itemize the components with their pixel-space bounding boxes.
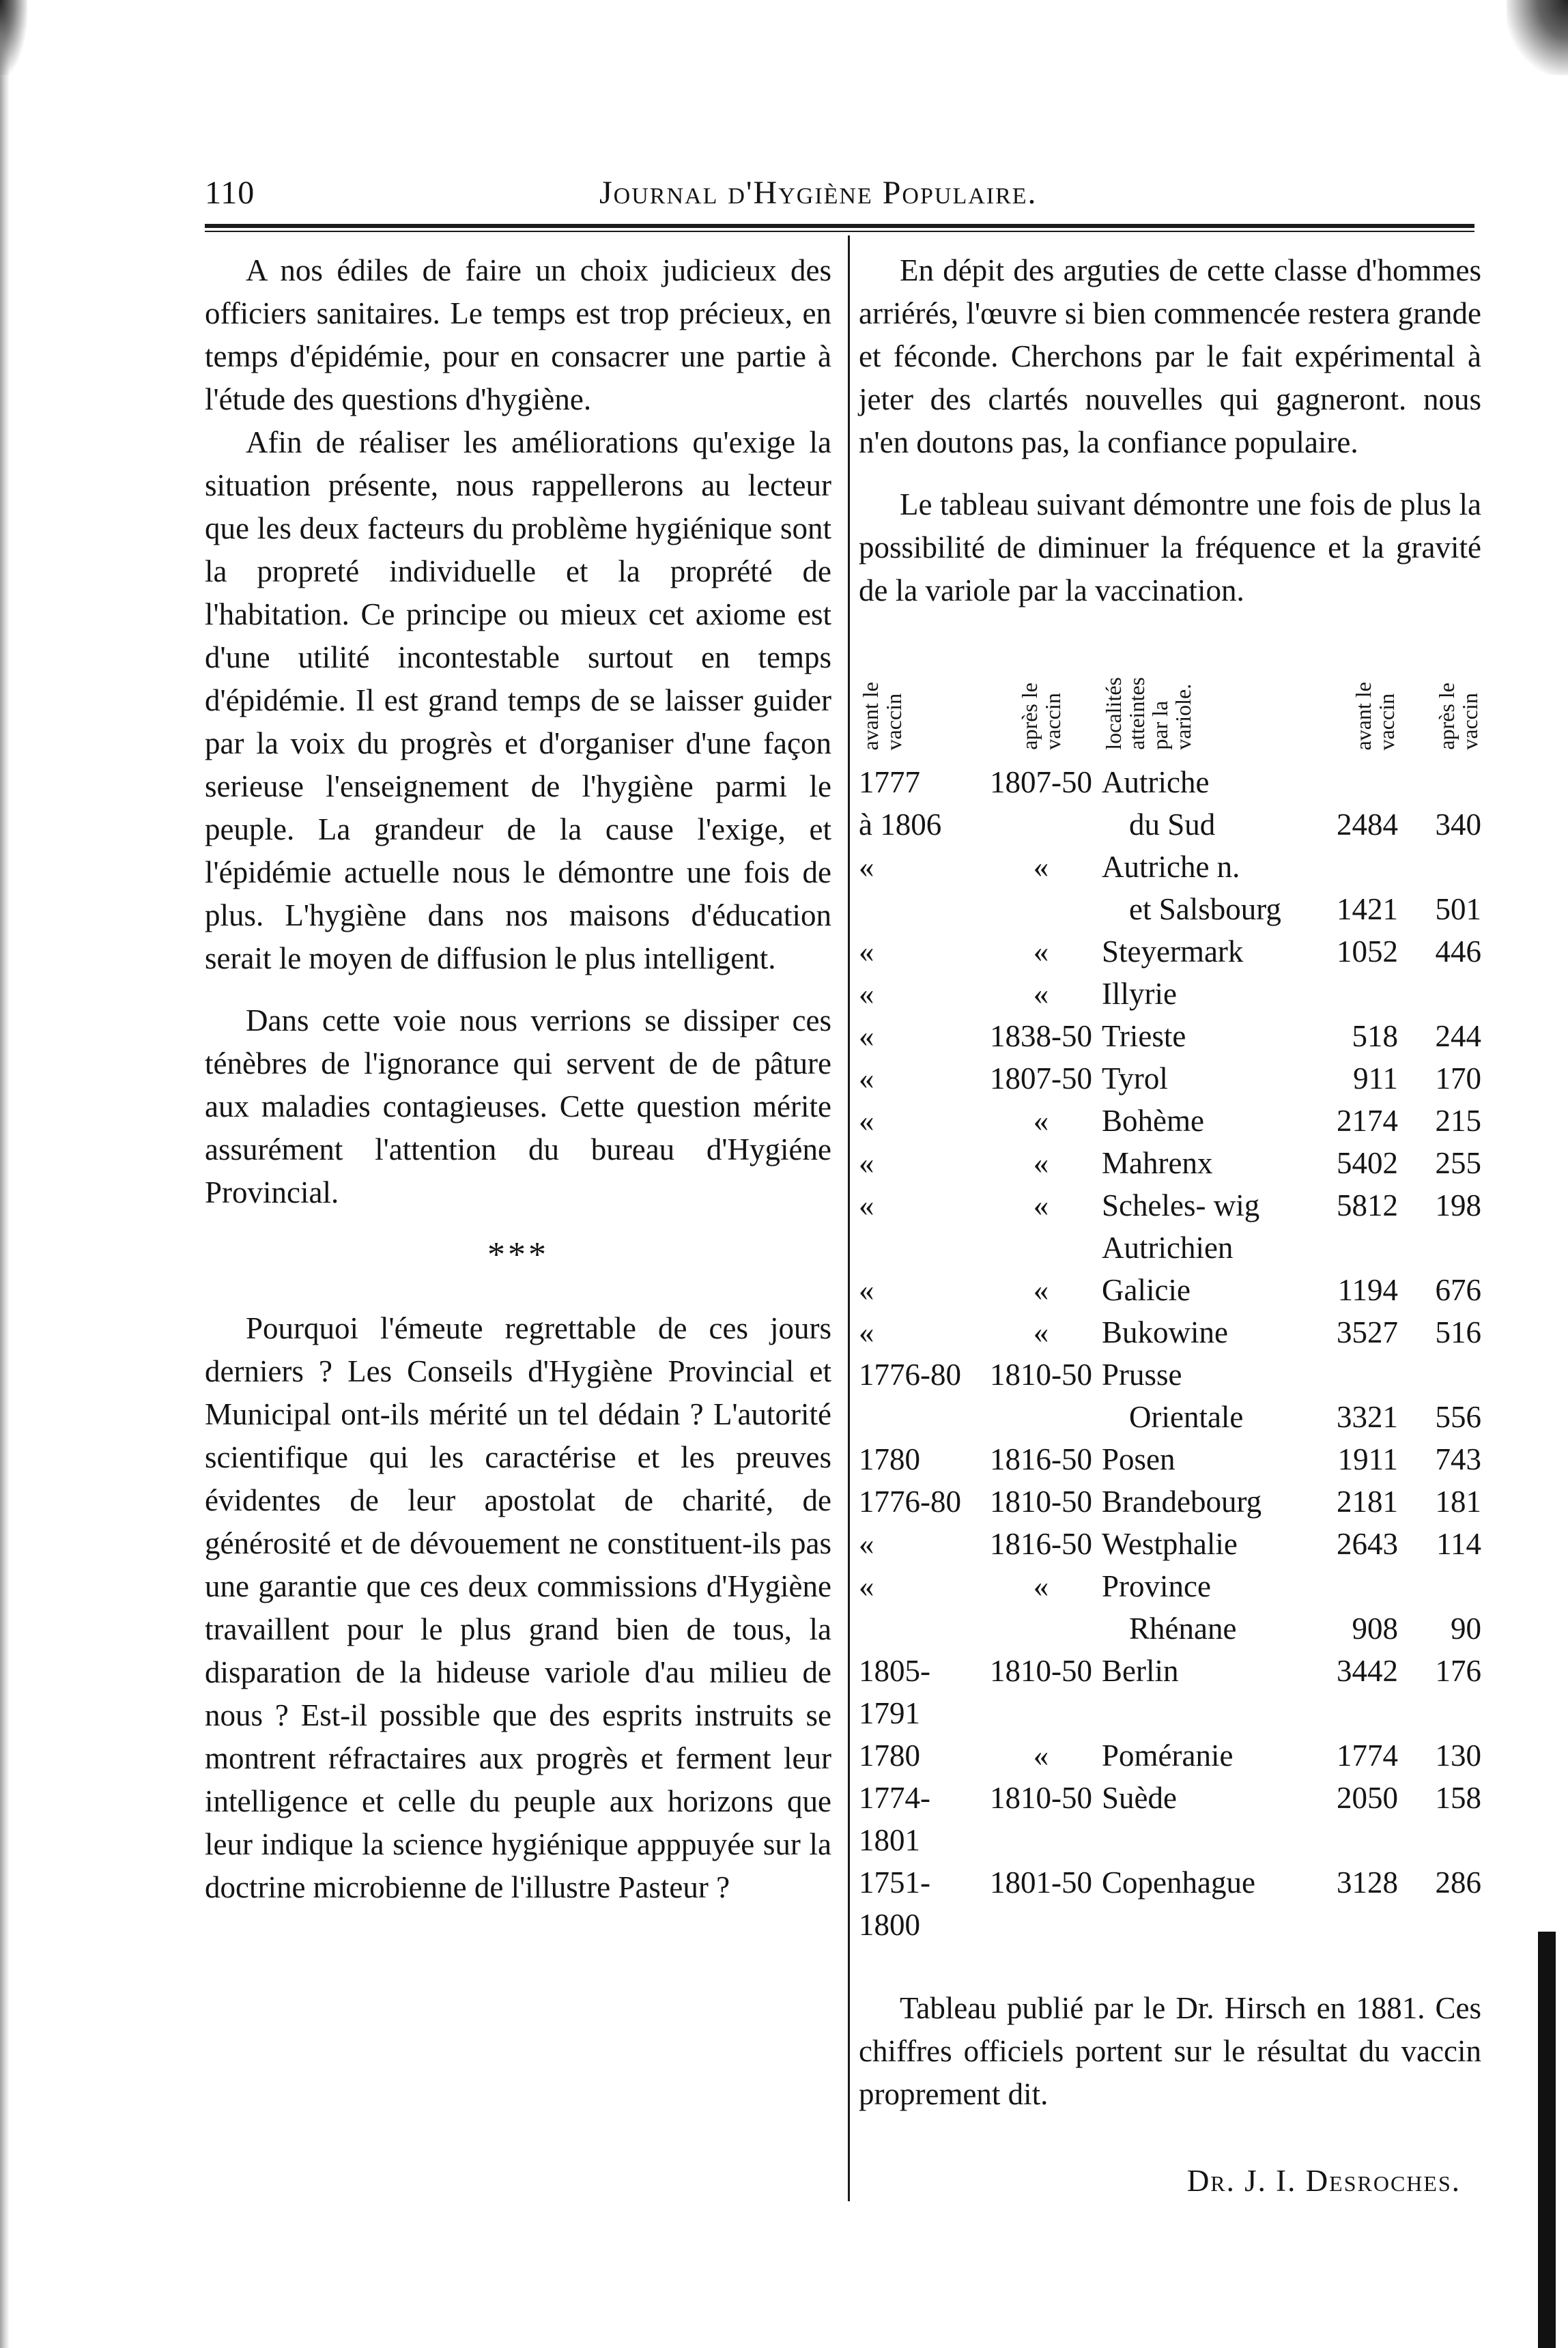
- cell-year-after: [980, 1607, 1102, 1650]
- cell-count-before: 518: [1352, 1019, 1398, 1053]
- cell-year-after: «: [1033, 1146, 1049, 1180]
- cell-count-before: 2181: [1337, 1485, 1398, 1519]
- scan-corner-mark: [1507, 0, 1568, 75]
- cell-count-before: 3442: [1337, 1654, 1398, 1688]
- cell-year-before: «: [859, 977, 874, 1011]
- cell-year-before: «: [859, 1061, 874, 1096]
- cell-year-before: 1776-80: [859, 1358, 961, 1392]
- scan-edge-shadow: [0, 0, 10, 2348]
- cell-locality: Galicie: [1102, 1273, 1191, 1307]
- cell-year-after: «: [1033, 977, 1049, 1011]
- column-header: après le vaccin: [1017, 683, 1065, 750]
- cell-count-after: 170: [1435, 1061, 1481, 1096]
- cell-year-after: 1810-50: [990, 1485, 1092, 1519]
- table-row: [859, 1142, 1481, 1184]
- paragraph: En dépit des arguties de cette classe d'hommes arriérés, l'œuvre si bien commencée restera grande et féconde. Cherchons par le fait expérimental à jeter des clartés nouvelles qui gagneront. nous n'en doutons pas, la confiance populaire.: [859, 253, 1481, 459]
- column-divider: [848, 235, 850, 2201]
- cell-year-before: [859, 888, 980, 930]
- cell-count-before: 2050: [1337, 1781, 1398, 1815]
- cell-year-after: «: [1033, 850, 1049, 884]
- cell-year-after: 1801-50: [990, 1865, 1092, 1900]
- cell-count-before: 5402: [1337, 1146, 1398, 1180]
- cell-count-after: 215: [1435, 1104, 1481, 1138]
- paragraph: Pourquoi l'émeute regrettable de ces jours derniers ? Les Conseils d'Hygiène Provincial et Municipal ont-ils mérité un tel dédain ? L'autorité scientifique qui les caractérise et les preuves évidentes de leur apostolat de charité, de générosité et de dévouement ne constituent-ils pas une garantie que ces deux commissions d'Hygiène travaillent pour le plus grand bien de tous, la disparation de la hideuse variole d'au milieu de nous ? Est-il possible que des esprits instruits se montrent réfractaires aux progrès et ferment leur intelligence et celle du peuple aux horizons que leur indique la science hygiénique apppuyée sur la doctrine microbienne de l'illustre Pasteur ?: [205, 1311, 831, 1904]
- cell-year-before: [859, 1396, 980, 1438]
- cell-locality: Trieste: [1102, 1019, 1186, 1053]
- cell-locality: Mahrenx: [1102, 1146, 1213, 1180]
- cell-count-after: 181: [1435, 1485, 1481, 1519]
- cell-year-before: «: [859, 1188, 874, 1222]
- table-row: [859, 1354, 1481, 1396]
- cell-year-after: [980, 888, 1102, 930]
- cell-count-after: [1398, 1354, 1481, 1396]
- column-header: après le vaccin: [1434, 683, 1482, 750]
- table-row: [859, 888, 1481, 930]
- cell-year-before: 1780: [859, 1738, 920, 1773]
- cell-count-before: 1194: [1337, 1273, 1398, 1307]
- cell-count-after: [1398, 846, 1481, 888]
- cell-year-after: «: [1033, 1569, 1049, 1603]
- table-row: [859, 1523, 1481, 1565]
- cell-count-before: 1774: [1337, 1738, 1398, 1773]
- cell-count-after: [1398, 1565, 1481, 1607]
- cell-year-before: «: [859, 1104, 874, 1138]
- cell-year-after: 1807-50: [990, 1061, 1092, 1096]
- cell-count-after: 340: [1435, 807, 1481, 842]
- scan-corner-mark: [0, 0, 27, 75]
- table-header-row: [859, 625, 1481, 761]
- cell-year-after: «: [1033, 1315, 1049, 1349]
- cell-count-after: 286: [1435, 1865, 1481, 1900]
- cell-count-after: 501: [1435, 892, 1481, 926]
- cell-count-before: 3321: [1337, 1400, 1398, 1434]
- cell-count-after: 516: [1435, 1315, 1481, 1349]
- cell-locality: Rhénane: [1129, 1612, 1237, 1646]
- cell-year-before: «: [859, 1019, 874, 1053]
- cell-locality: Province: [1102, 1569, 1211, 1603]
- paragraph: A nos édiles de faire un choix judicieux des officiers sanitaires. Le temps est trop précieux, en temps d'épidémie, pour en consacrer une partie à l'étude des questions d'hygiène.: [205, 253, 831, 416]
- cell-locality: Westphalie: [1102, 1527, 1238, 1561]
- table-source-note: Tableau publié par le Dr. Hirsch en 1881. Ces chiffres officiels portent sur le résultat du vaccin proprement dit.: [859, 1991, 1481, 2111]
- cell-year-after: 1810-50: [990, 1654, 1092, 1688]
- cell-year-before: [859, 1607, 980, 1650]
- table-row: [859, 1396, 1481, 1438]
- cell-year-after: «: [1033, 934, 1049, 969]
- cell-count-before: [1302, 973, 1398, 1015]
- cell-count-after: [1398, 761, 1481, 803]
- cell-locality: Autriche: [1102, 765, 1210, 799]
- cell-count-before: 2174: [1337, 1104, 1398, 1138]
- cell-year-before: 1805-1791: [859, 1654, 930, 1730]
- column-header: avant le vaccin: [858, 681, 906, 750]
- cell-year-after: 1816-50: [990, 1527, 1092, 1561]
- table-row: [859, 1480, 1481, 1523]
- cell-year-after: [980, 1396, 1102, 1438]
- table-row: [859, 1184, 1481, 1269]
- table-row: [859, 1650, 1481, 1734]
- cell-count-before: 5812: [1337, 1188, 1398, 1222]
- vaccination-table: [859, 625, 1481, 1946]
- table-row: [859, 1734, 1481, 1777]
- cell-year-after: 1838-50: [990, 1019, 1092, 1053]
- cell-year-before: «: [859, 850, 874, 884]
- cell-year-after: «: [1033, 1273, 1049, 1307]
- cell-locality: Brandebourg: [1102, 1485, 1262, 1519]
- cell-year-after: 1807-50: [990, 765, 1092, 799]
- cell-locality: Steyermark: [1102, 934, 1244, 969]
- cell-year-before: «: [859, 1146, 874, 1180]
- cell-year-after: «: [1033, 1738, 1049, 1773]
- cell-count-after: 176: [1435, 1654, 1481, 1688]
- cell-year-after: [980, 803, 1102, 846]
- left-column: [205, 249, 831, 1909]
- cell-locality: et Salsbourg: [1129, 892, 1281, 926]
- cell-year-before: 1751-1800: [859, 1865, 930, 1942]
- cell-count-after: 676: [1435, 1273, 1481, 1307]
- table-row: [859, 1861, 1481, 1946]
- cell-count-before: 1052: [1337, 934, 1398, 969]
- cell-count-after: 255: [1435, 1146, 1481, 1180]
- table-row: [859, 973, 1481, 1015]
- cell-count-after: 244: [1435, 1019, 1481, 1053]
- table-row: [859, 1269, 1481, 1311]
- table-row: [859, 803, 1481, 846]
- cell-count-after: 743: [1435, 1442, 1481, 1476]
- cell-count-after: 198: [1435, 1188, 1481, 1222]
- column-header: avant le vaccin: [1351, 681, 1399, 750]
- cell-count-before: 3128: [1337, 1865, 1398, 1900]
- cell-year-before: 1776-80: [859, 1485, 961, 1519]
- page-number: 110: [205, 175, 255, 211]
- cell-locality: Bukowine: [1102, 1315, 1228, 1349]
- cell-count-before: [1302, 1354, 1398, 1396]
- cell-count-after: [1398, 973, 1481, 1015]
- cell-year-after: 1816-50: [990, 1442, 1092, 1476]
- cell-count-before: [1302, 1565, 1398, 1607]
- cell-count-before: 1421: [1337, 892, 1398, 926]
- cell-year-before: «: [859, 934, 874, 969]
- header-rule-thin: [205, 231, 1474, 232]
- table-row: [859, 1438, 1481, 1480]
- cell-count-before: 3527: [1337, 1315, 1398, 1349]
- page-header: [205, 174, 1474, 222]
- cell-year-before: 1774-1801: [859, 1781, 930, 1857]
- table-row: [859, 761, 1481, 803]
- table-body: [859, 761, 1481, 1946]
- table-row: [859, 1311, 1481, 1354]
- cell-year-after: 1810-50: [990, 1781, 1092, 1815]
- cell-locality: Tyrol: [1102, 1061, 1168, 1096]
- cell-locality: Poméranie: [1102, 1738, 1234, 1773]
- cell-locality: Prusse: [1102, 1358, 1182, 1392]
- asterism-separator: ***: [487, 1235, 549, 1274]
- cell-year-before: 1780: [859, 1442, 920, 1476]
- author-signature: Dr. J. I. Desroches.: [1186, 2164, 1461, 2198]
- cell-count-before: 908: [1352, 1612, 1398, 1646]
- cell-count-after: 556: [1435, 1400, 1481, 1434]
- cell-locality: Copenhague: [1102, 1865, 1255, 1900]
- right-column: [859, 249, 1481, 2203]
- cell-year-after: «: [1033, 1104, 1049, 1138]
- table-row: [859, 1015, 1481, 1057]
- cell-locality: Illyrie: [1102, 977, 1177, 1011]
- paragraph: Dans cette voie nous verrions se dissiper ces ténèbres de l'ignorance qui servent de de pâture aux maladies contagieuses. Cette question mérite assurément l'attention du bureau d'Hygiéne Provincial.: [205, 1003, 831, 1209]
- cell-locality: Suède: [1102, 1781, 1177, 1815]
- cell-year-before: «: [859, 1569, 874, 1603]
- cell-count-before: 911: [1353, 1061, 1398, 1096]
- cell-year-before: à 1806: [859, 807, 942, 842]
- cell-count-before: [1302, 846, 1398, 888]
- cell-count-before: 2643: [1337, 1527, 1398, 1561]
- cell-locality: Bohème: [1102, 1104, 1204, 1138]
- table-row: [859, 1100, 1481, 1142]
- scan-edge-bar: [1538, 1932, 1556, 2348]
- column-header: localités atteintes par la variole.: [1101, 677, 1195, 750]
- cell-count-before: 2484: [1337, 807, 1398, 842]
- table-row: [859, 1607, 1481, 1650]
- cell-year-before: «: [859, 1527, 874, 1561]
- cell-count-after: 114: [1436, 1527, 1481, 1561]
- running-title: Journal d'Hygiène Populaire.: [599, 175, 1038, 211]
- cell-count-after: 130: [1435, 1738, 1481, 1773]
- header-rule: [205, 224, 1474, 228]
- cell-count-before: [1302, 761, 1398, 803]
- paragraph: Afin de réaliser les améliorations qu'exige la situation présente, nous rappellerons au lecteur que les deux facteurs du problème hygiénique sont la propreté individuelle et la proprété de l'habitation. Ce principe ou mieux cet axiome est d'une utilité incontestable surtout en temps d'épidémie. Il est grand temps de se laisser guider par la voix du progrès et d'organiser d'une façon serieuse l'enseignement de l'hygiène parmi le peuple. La grandeur de la cause l'exige, et l'épidémie actuelle nous le démontre une fois de plus. L'hygiène dans nos maisons d'éducation serait le moyen de diffusion le plus intelligent.: [205, 425, 831, 975]
- cell-locality: Scheles- wig Autrichien: [1102, 1188, 1260, 1265]
- cell-locality: Berlin: [1102, 1654, 1179, 1688]
- cell-year-before: 1777: [859, 765, 920, 799]
- paragraph: Le tableau suivant démontre une fois de plus la possibilité de diminuer la fréquence et la gravité de la variole par la vaccination.: [859, 487, 1481, 607]
- cell-locality: Orientale: [1129, 1400, 1244, 1434]
- table-row: [859, 1777, 1481, 1861]
- cell-year-before: «: [859, 1273, 874, 1307]
- cell-count-before: 1911: [1337, 1442, 1398, 1476]
- table-row: [859, 846, 1481, 888]
- cell-locality: Autriche n.: [1102, 850, 1240, 884]
- cell-year-after: «: [1033, 1188, 1049, 1222]
- cell-year-before: «: [859, 1315, 874, 1349]
- table-row: [859, 1565, 1481, 1607]
- cell-count-after: 446: [1435, 934, 1481, 969]
- table-row: [859, 930, 1481, 973]
- cell-locality: du Sud: [1129, 807, 1216, 842]
- cell-locality: Posen: [1102, 1442, 1175, 1476]
- cell-year-after: 1810-50: [990, 1358, 1092, 1392]
- cell-count-after: 158: [1435, 1781, 1481, 1815]
- table-row: [859, 1057, 1481, 1100]
- cell-count-after: 90: [1451, 1612, 1481, 1646]
